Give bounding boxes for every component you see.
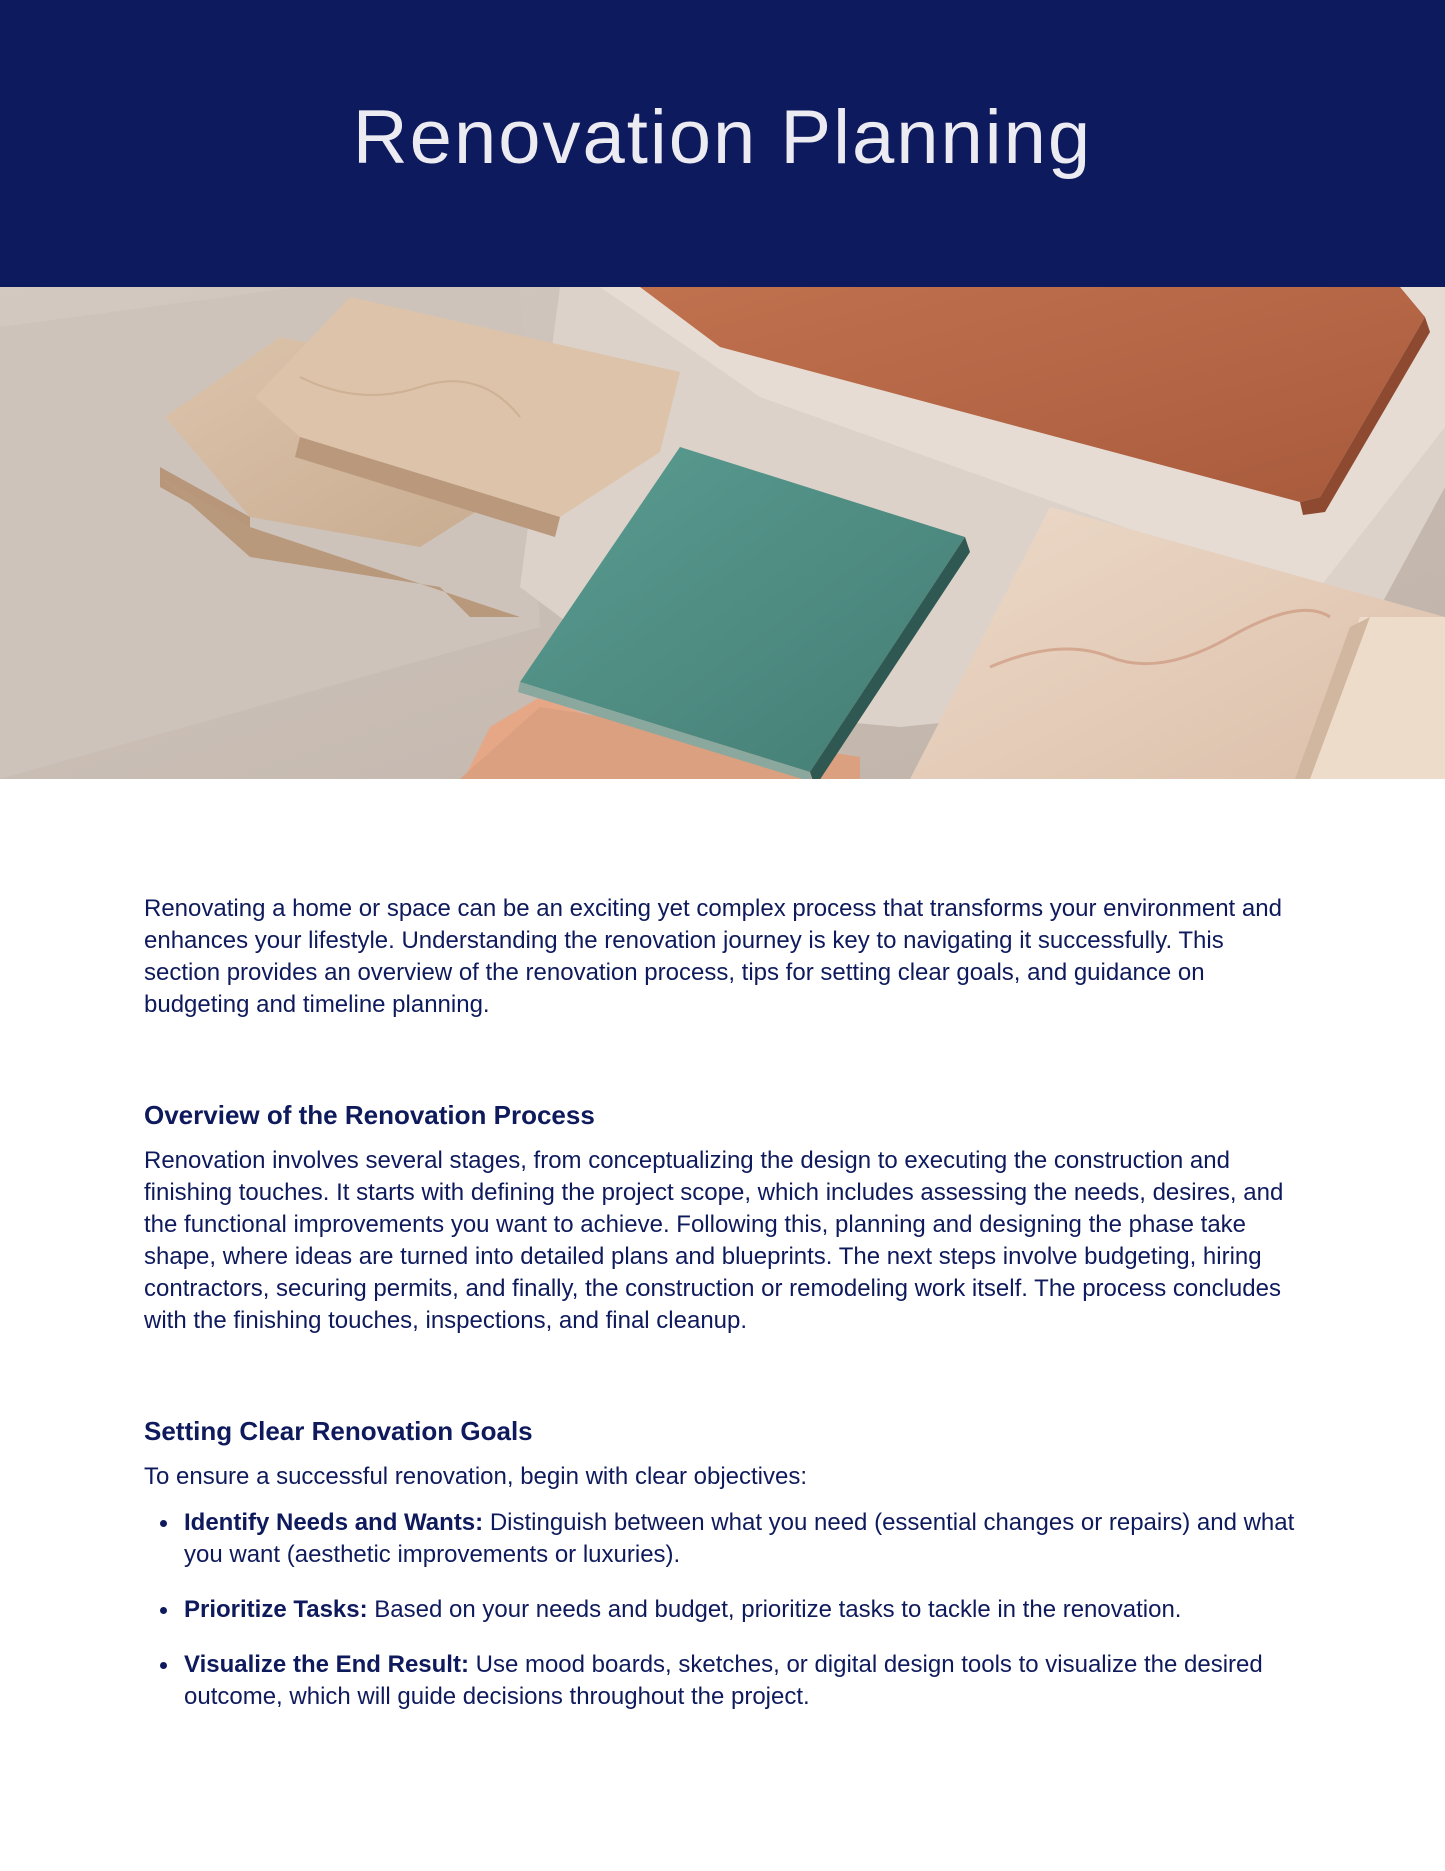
list-item-text: Distinguish between what you need (essential changes or repairs) and what you want (aesthetic improvements or luxuries). bbox=[184, 1509, 1295, 1568]
bullet-icon bbox=[160, 1662, 167, 1669]
list-item bbox=[184, 1594, 1304, 1626]
overview-heading: Overview of the Renovation Process bbox=[144, 1100, 595, 1130]
list-item-text: Based on your needs and budget, prioritize tasks to tackle in the renovation. bbox=[367, 1596, 1182, 1623]
list-item-title: Prioritize Tasks: bbox=[184, 1596, 368, 1623]
main-content bbox=[144, 893, 1304, 1736]
list-item-title: Identify Needs and Wants: bbox=[184, 1509, 484, 1536]
header-banner bbox=[0, 0, 1445, 287]
list-item bbox=[184, 1507, 1304, 1571]
list-item-text: Use mood boards, sketches, or digital design tools to visualize the desired outcome, which will guide decisions throughout the project. bbox=[184, 1651, 1263, 1710]
bullet-icon bbox=[160, 1607, 167, 1614]
overview-paragraph: Renovation involves several stages, from conceptualizing the design to executing the construction and finishing touches. It starts with defining the project scope, which includes assessing the needs, desires, and the functional improvements you want to achieve. Following this, planning and designing the phase take shape, where ideas are turned into detailed plans and blueprints. The next steps involve budgeting, hiring contractors, securing permits, and finally, the construction or remodeling work itself. The process concludes with the finishing touches, inspections, and final cleanup. bbox=[144, 1147, 1284, 1334]
goals-list bbox=[144, 1507, 1304, 1713]
goals-heading: Setting Clear Renovation Goals bbox=[144, 1416, 533, 1446]
page-title: Renovation Planning bbox=[352, 95, 1093, 180]
bullet-icon bbox=[160, 1520, 167, 1527]
list-item bbox=[184, 1649, 1304, 1713]
list-item-title: Visualize the End Result: bbox=[184, 1651, 469, 1678]
tile-samples-photo bbox=[0, 287, 1445, 779]
goals-lead: To ensure a successful renovation, begin with clear objectives: bbox=[144, 1463, 808, 1490]
intro-paragraph: Renovating a home or space can be an exciting yet complex process that transforms your environment and enhances your lifestyle. Understanding the renovation journey is key to navigating it successfully. This section provides an overview of the renovation process, tips for setting clear goals, and guidance on budgeting and timeline planning. bbox=[144, 895, 1282, 1018]
